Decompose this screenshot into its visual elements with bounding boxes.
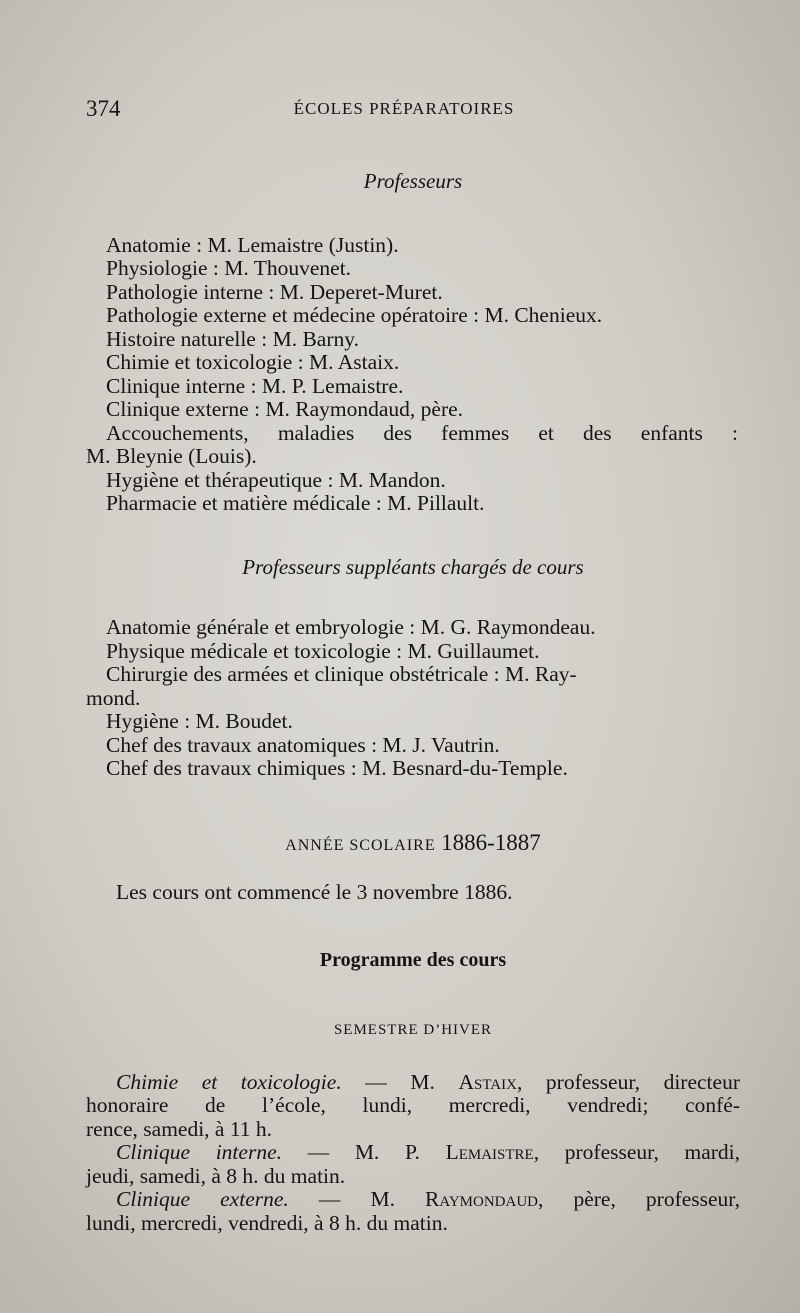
suppleants-list [86, 616, 740, 781]
list-item: M. Bleynie (Louis). [86, 444, 257, 468]
course-entry-line: lundi, mercredi, vendredi, à 8 h. du matin. [86, 1210, 448, 1235]
course-details: , professeur, mardi, [533, 1140, 740, 1164]
list-item: Chef des travaux anatomiques : M. J. Vautrin. [106, 732, 500, 757]
page-number: 374 [86, 96, 121, 121]
course-entry-line: rence, samedi, à 11 h. [86, 1116, 273, 1141]
list-item: Hygiène et thérapeutique : M. Mandon. [106, 467, 446, 492]
page-content [86, 170, 740, 1235]
suppleants-title: Professeurs suppléants chargés de cours [242, 554, 584, 579]
list-item: Chef des travaux chimiques : M. Besnard-du-Temple. [106, 756, 568, 780]
professor-name: Raymondaud [425, 1187, 538, 1211]
list-item: mond. [86, 685, 141, 710]
course-name: Clinique interne. [116, 1140, 282, 1164]
page-header [86, 96, 722, 126]
professeurs-list [86, 234, 740, 516]
list-item: Accouchements, maladies des femmes et des enfants : [106, 420, 738, 445]
course-list [86, 1071, 740, 1236]
course-name: Clinique externe. [116, 1187, 289, 1211]
list-item: Anatomie : M. Lemaistre (Justin). [106, 232, 399, 257]
list-item: Pharmacie et matière médicale : M. Pillault. [106, 491, 485, 515]
list-item: Clinique externe : M. Raymondaud, père. [106, 397, 464, 421]
course-details: , professeur, directeur [516, 1069, 740, 1094]
list-item: Chimie et toxicologie : M. Astaix. [106, 350, 400, 374]
list-item: Pathologie interne : M. Deperet-Muret. [106, 279, 443, 304]
list-item: Clinique interne : M. P. Lemaistre. [106, 373, 404, 398]
professor-name: Astaix [458, 1069, 517, 1094]
course-dash: — M. [288, 1187, 426, 1211]
course-entry-line [86, 1188, 740, 1212]
course-entry-line [86, 1141, 740, 1165]
professor-name: Lemaistre [445, 1140, 534, 1164]
course-entry-line: jeudi, samedi, à 8 h. du matin. [86, 1163, 346, 1188]
course-name: Chimie et toxicologie. [116, 1069, 342, 1094]
course-entry-line [86, 1071, 740, 1095]
list-item: Anatomie générale et embryologie : M. G. Raymondeau. [106, 615, 596, 639]
annee-label: ANNÉE SCOLAIRE [285, 836, 436, 854]
professeurs-title: Professeurs [363, 169, 463, 193]
list-item: Histoire naturelle : M. Barny. [106, 326, 359, 351]
semester-heading: SEMESTRE D’HIVER [333, 1022, 493, 1038]
opening-date-text: Les cours ont commencé le 3 novembre 1886. [116, 880, 513, 904]
list-item: Pathologie externe et médecine opératoire : M. Chenieux. [106, 303, 603, 327]
programme-title: Programme des cours [319, 948, 507, 971]
course-dash: — M. [341, 1069, 459, 1094]
running-head: ÉCOLES PRÉPARATOIRES [293, 99, 515, 118]
list-item: Physique médicale et toxicologie : M. Guillaumet. [106, 638, 540, 663]
annee-years: 1886-1887 [441, 829, 541, 855]
annee-scolaire-heading [86, 831, 740, 858]
course-details: , père, professeur, [538, 1187, 740, 1211]
list-item: Chirurgie des armées et clinique obstétricale : M. Ray- [106, 662, 577, 686]
course-entry-line: honoraire de l’école, lundi, mercredi, vendredi; confé- [86, 1093, 740, 1117]
list-item: Hygiène : M. Boudet. [106, 709, 293, 733]
list-item: Physiologie : M. Thouvenet. [106, 256, 352, 280]
course-dash: — M. P. [282, 1140, 446, 1164]
